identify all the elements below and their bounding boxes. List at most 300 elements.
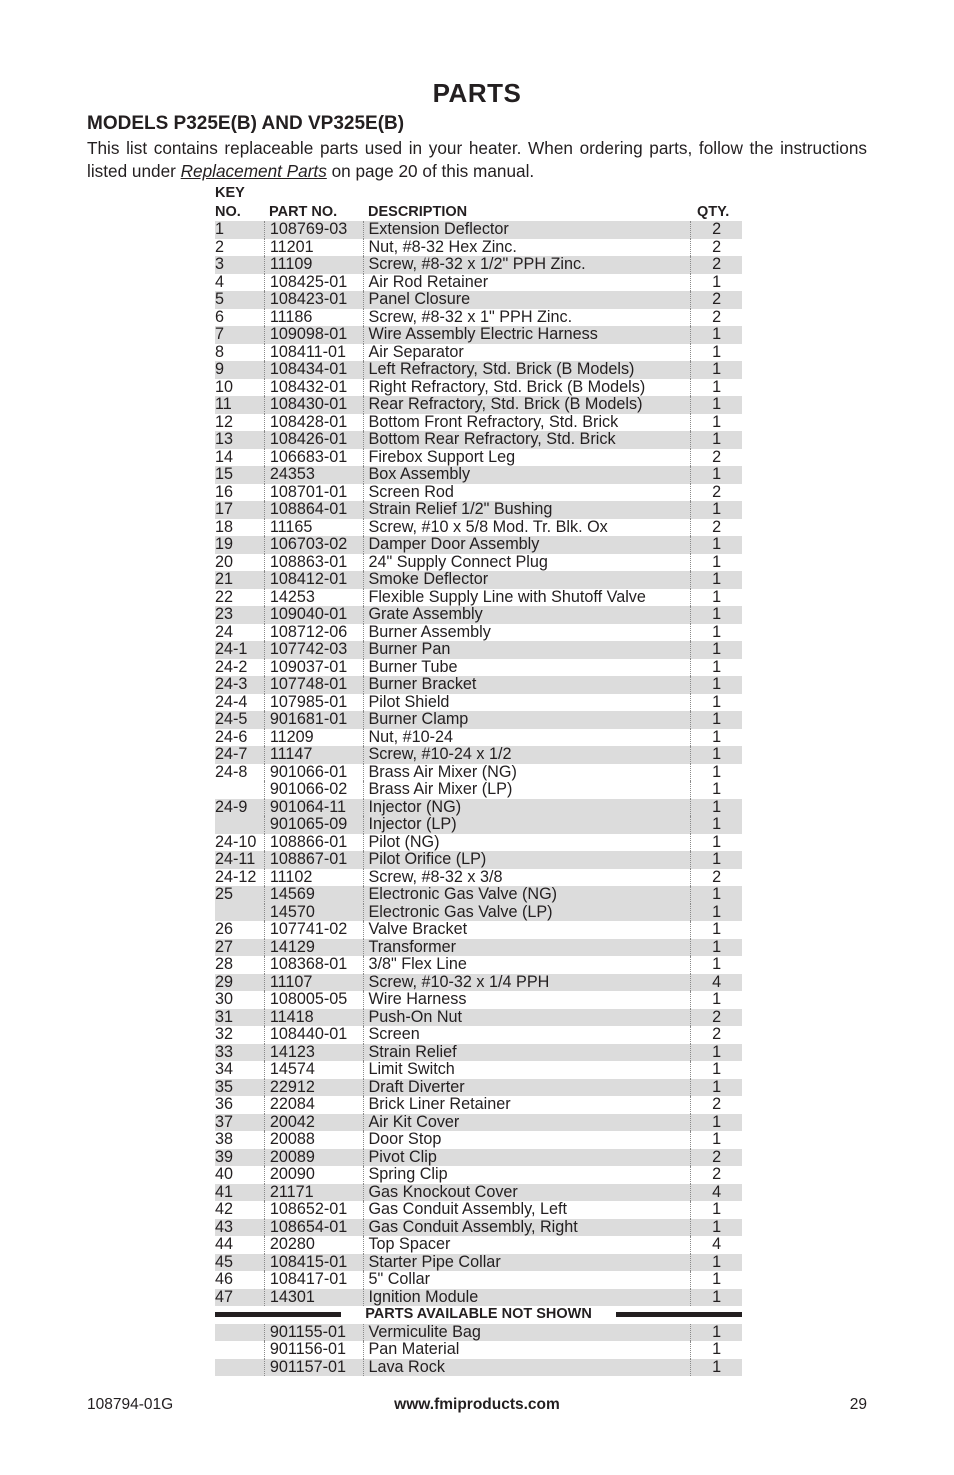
description-cell: Air Kit Cover bbox=[363, 1114, 690, 1132]
header-key-no: NO. bbox=[215, 204, 241, 220]
key-no-cell: 24 bbox=[215, 622, 234, 641]
key-no-cell: 24-6 bbox=[215, 727, 248, 746]
part-no-cell: 14123 bbox=[264, 1044, 364, 1062]
description-cell: Lava Rock bbox=[363, 1359, 690, 1377]
part-no-cell: 14569 bbox=[264, 886, 364, 904]
table-row bbox=[215, 1359, 742, 1377]
key-no-cell: 28 bbox=[215, 955, 234, 973]
models-subtitle: MODELS P325E(B) AND VP325E(B) bbox=[87, 113, 405, 134]
table-row bbox=[215, 449, 742, 467]
description-cell: Right Refractory, Std. Brick (B Models) bbox=[363, 379, 690, 397]
key-no-cell: 16 bbox=[215, 482, 234, 501]
part-no-cell: 901157-01 bbox=[264, 1359, 364, 1377]
table-row bbox=[215, 659, 742, 677]
qty-cell: 4 bbox=[690, 1236, 742, 1254]
intro-text-end: on page 20 of this manual. bbox=[326, 161, 535, 181]
description-cell: Electronic Gas Valve (LP) bbox=[363, 904, 690, 922]
description-cell: Gas Conduit Assembly, Right bbox=[363, 1219, 690, 1237]
part-no-cell: 106703-02 bbox=[264, 536, 364, 554]
table-row bbox=[215, 781, 742, 799]
table-row bbox=[215, 729, 742, 747]
table-row bbox=[215, 764, 742, 782]
key-no-cell: 7 bbox=[215, 325, 225, 343]
part-no-cell: 14129 bbox=[264, 939, 364, 957]
page-title: PARTS bbox=[432, 78, 522, 108]
description-cell: Injector (LP) bbox=[363, 816, 690, 834]
table-row bbox=[215, 886, 742, 904]
qty-cell: 1 bbox=[690, 851, 742, 869]
qty-cell: 1 bbox=[690, 991, 742, 1009]
replacement-parts-reference: Replacement Parts bbox=[180, 161, 327, 181]
qty-cell: 1 bbox=[690, 1289, 742, 1307]
key-no-cell: 24-9 bbox=[215, 797, 248, 816]
key-no-cell: 40 bbox=[215, 1165, 234, 1183]
description-cell: Brass Air Mixer (LP) bbox=[363, 781, 690, 799]
key-no-cell: 34 bbox=[215, 1060, 234, 1078]
key-no-cell: 38 bbox=[215, 1130, 234, 1148]
table-row bbox=[215, 904, 742, 922]
part-no-cell: 108712-06 bbox=[264, 624, 364, 642]
part-no-cell: 106683-01 bbox=[264, 449, 364, 467]
qty-cell: 1 bbox=[690, 414, 742, 432]
table-row bbox=[215, 466, 742, 484]
key-no-cell: 29 bbox=[215, 972, 234, 991]
qty-cell: 1 bbox=[690, 956, 742, 974]
key-no-cell bbox=[215, 1359, 264, 1377]
qty-cell: 1 bbox=[690, 1341, 742, 1359]
description-cell: Screw, #8-32 x 1" PPH Zinc. bbox=[363, 309, 690, 327]
description-cell: Nut, #8-32 Hex Zinc. bbox=[363, 239, 690, 257]
description-cell: Electronic Gas Valve (NG) bbox=[363, 886, 690, 904]
part-no-cell: 20088 bbox=[264, 1131, 364, 1149]
table-row bbox=[215, 991, 742, 1009]
table-row bbox=[215, 1044, 742, 1062]
table-row bbox=[215, 1166, 742, 1184]
description-cell: Transformer bbox=[363, 939, 690, 957]
table-row bbox=[215, 484, 742, 502]
description-cell: Screw, #8-32 x 1/2" PPH Zinc. bbox=[363, 256, 690, 274]
description-cell: Valve Bracket bbox=[363, 921, 690, 939]
description-cell: Smoke Deflector bbox=[363, 571, 690, 589]
part-no-cell: 20089 bbox=[264, 1149, 364, 1167]
description-cell: Screw, #8-32 x 3/8 bbox=[363, 869, 690, 887]
intro-text: This list contains replaceable parts used in your heater. When ordering parts, follow the instructions listed under bbox=[87, 138, 867, 181]
part-no-cell: 11147 bbox=[264, 746, 364, 764]
part-no-cell: 107748-01 bbox=[264, 676, 364, 694]
table-row bbox=[215, 291, 742, 309]
header-description: DESCRIPTION bbox=[368, 204, 468, 220]
key-no-cell: 2 bbox=[215, 237, 225, 256]
qty-cell: 1 bbox=[690, 624, 742, 642]
table-row bbox=[215, 694, 742, 712]
part-no-cell: 109037-01 bbox=[264, 659, 364, 677]
header-qty: QTY. bbox=[697, 204, 730, 220]
part-no-cell: 11201 bbox=[264, 239, 364, 257]
part-no-cell: 108701-01 bbox=[264, 484, 364, 502]
table-row bbox=[215, 221, 742, 239]
qty-cell: 2 bbox=[690, 1009, 742, 1027]
table-row bbox=[215, 256, 742, 274]
key-no-cell: 11 bbox=[215, 395, 232, 413]
table-row bbox=[215, 379, 742, 397]
table-row bbox=[215, 1254, 742, 1272]
parts-table bbox=[215, 183, 742, 1376]
table-row bbox=[215, 1026, 742, 1044]
qty-cell: 1 bbox=[690, 344, 742, 362]
description-cell: Screw, #10 x 5/8 Mod. Tr. Blk. Ox bbox=[363, 519, 690, 537]
key-no-cell: 30 bbox=[215, 990, 234, 1008]
key-no-cell: 5 bbox=[215, 290, 225, 308]
key-no-cell: 1 bbox=[215, 220, 225, 238]
key-no-cell: 17 bbox=[215, 500, 234, 518]
part-no-cell: 108430-01 bbox=[264, 396, 364, 414]
qty-cell: 1 bbox=[690, 589, 742, 607]
key-no-cell: 39 bbox=[215, 1147, 234, 1166]
part-no-cell: 108415-01 bbox=[264, 1254, 364, 1272]
not-shown-label-text: PARTS AVAILABLE NOT SHOWN bbox=[361, 1306, 596, 1322]
key-no-cell: 24-5 bbox=[215, 710, 248, 728]
part-no-cell: 108411-01 bbox=[264, 344, 364, 362]
description-cell: 24" Supply Connect Plug bbox=[363, 554, 690, 572]
key-no-cell: 31 bbox=[215, 1007, 234, 1026]
table-row bbox=[215, 344, 742, 362]
description-cell: Starter Pipe Collar bbox=[363, 1254, 690, 1272]
description-cell: Push-On Nut bbox=[363, 1009, 690, 1027]
qty-cell: 1 bbox=[690, 1131, 742, 1149]
header-key-top: KEY bbox=[215, 185, 245, 201]
qty-cell: 2 bbox=[690, 484, 742, 502]
key-no-cell: 6 bbox=[215, 307, 225, 326]
key-no-cell: 24-11 bbox=[215, 850, 256, 868]
table-row bbox=[215, 571, 742, 589]
key-no-cell: 33 bbox=[215, 1042, 234, 1061]
key-no-cell: 44 bbox=[215, 1235, 234, 1253]
table-row bbox=[215, 1009, 742, 1027]
table-row bbox=[215, 939, 742, 957]
table-row bbox=[215, 816, 742, 834]
qty-cell: 4 bbox=[690, 974, 742, 992]
qty-cell: 1 bbox=[690, 1114, 742, 1132]
part-no-cell: 14574 bbox=[264, 1061, 364, 1079]
description-cell: Pivot Clip bbox=[363, 1149, 690, 1167]
key-no-cell: 15 bbox=[215, 465, 234, 483]
qty-cell: 2 bbox=[690, 221, 742, 239]
document-number: 108794-01G bbox=[87, 1396, 174, 1413]
key-no-cell: 19 bbox=[215, 535, 234, 553]
page-number: 29 bbox=[849, 1396, 867, 1413]
table-row bbox=[215, 641, 742, 659]
table-row bbox=[215, 746, 742, 764]
qty-cell: 1 bbox=[690, 326, 742, 344]
key-no-cell: 25 bbox=[215, 885, 234, 903]
part-no-cell: 108423-01 bbox=[264, 291, 364, 309]
qty-cell: 1 bbox=[690, 1324, 742, 1342]
qty-cell: 1 bbox=[690, 1219, 742, 1237]
part-no-cell: 11102 bbox=[264, 869, 364, 887]
part-no-cell: 22084 bbox=[264, 1096, 364, 1114]
table-row bbox=[215, 1149, 742, 1167]
part-no-cell: 901065-09 bbox=[264, 816, 364, 834]
qty-cell: 1 bbox=[690, 536, 742, 554]
part-no-cell: 108434-01 bbox=[264, 361, 364, 379]
part-no-cell: 11186 bbox=[264, 309, 364, 327]
table-row bbox=[215, 921, 742, 939]
part-no-cell: 108425-01 bbox=[264, 274, 364, 292]
key-no-cell bbox=[215, 1324, 264, 1342]
parts-rows bbox=[215, 221, 742, 1306]
qty-cell: 1 bbox=[690, 1044, 742, 1062]
part-no-cell: 108864-01 bbox=[264, 501, 364, 519]
table-row bbox=[215, 309, 742, 327]
part-no-cell: 901156-01 bbox=[264, 1341, 364, 1359]
key-no-cell: 45 bbox=[215, 1252, 234, 1271]
part-no-cell: 22912 bbox=[264, 1079, 364, 1097]
part-no-cell: 108652-01 bbox=[264, 1201, 364, 1219]
not-shown-label bbox=[215, 1306, 742, 1324]
key-no-cell: 18 bbox=[215, 517, 234, 536]
table-row bbox=[215, 974, 742, 992]
table-row bbox=[215, 869, 742, 887]
qty-cell: 1 bbox=[690, 274, 742, 292]
key-no-cell: 9 bbox=[215, 360, 225, 378]
qty-cell: 1 bbox=[690, 1079, 742, 1097]
not-shown-rows bbox=[215, 1324, 742, 1377]
description-cell: Vermiculite Bag bbox=[363, 1324, 690, 1342]
part-no-cell: 20042 bbox=[264, 1114, 364, 1132]
key-no-cell: 35 bbox=[215, 1077, 234, 1096]
description-cell: Pilot Shield bbox=[363, 694, 690, 712]
key-no-cell: 36 bbox=[215, 1095, 234, 1113]
table-row bbox=[215, 624, 742, 642]
part-no-cell: 108426-01 bbox=[264, 431, 364, 449]
part-no-cell: 11107 bbox=[264, 974, 364, 992]
table-row bbox=[215, 1219, 742, 1237]
table-row bbox=[215, 396, 742, 414]
key-no-cell: 46 bbox=[215, 1270, 234, 1288]
description-cell: 3/8" Flex Line bbox=[363, 956, 690, 974]
part-no-cell: 109098-01 bbox=[264, 326, 364, 344]
qty-cell: 1 bbox=[690, 904, 742, 922]
part-no-cell: 107741-02 bbox=[264, 921, 364, 939]
part-no-cell: 109040-01 bbox=[264, 606, 364, 624]
description-cell: Injector (NG) bbox=[363, 799, 690, 817]
part-no-cell: 901064-11 bbox=[264, 799, 364, 817]
description-cell: Limit Switch bbox=[363, 1061, 690, 1079]
table-row bbox=[215, 501, 742, 519]
key-no-cell: 20 bbox=[215, 552, 234, 571]
description-cell: Grate Assembly bbox=[363, 606, 690, 624]
key-no-cell bbox=[215, 1341, 264, 1359]
qty-cell: 1 bbox=[690, 1271, 742, 1289]
table-row bbox=[215, 1289, 742, 1307]
qty-cell: 1 bbox=[690, 676, 742, 694]
qty-cell: 1 bbox=[690, 396, 742, 414]
table-header bbox=[215, 183, 742, 221]
table-row bbox=[215, 851, 742, 869]
part-no-cell: 108428-01 bbox=[264, 414, 364, 432]
key-no-cell: 4 bbox=[215, 272, 225, 291]
description-cell: Bottom Rear Refractory, Std. Brick bbox=[363, 431, 690, 449]
table-row bbox=[215, 326, 742, 344]
qty-cell: 1 bbox=[690, 729, 742, 747]
qty-cell: 4 bbox=[690, 1184, 742, 1202]
qty-cell: 1 bbox=[690, 659, 742, 677]
table-row bbox=[215, 274, 742, 292]
key-no-cell: 24-8 bbox=[215, 762, 248, 781]
intro-paragraph bbox=[87, 137, 867, 183]
description-cell: Bottom Front Refractory, Std. Brick bbox=[363, 414, 690, 432]
table-row bbox=[215, 414, 742, 432]
key-no-cell: 22 bbox=[215, 587, 234, 606]
key-no-cell: 23 bbox=[215, 605, 234, 623]
qty-cell: 1 bbox=[690, 694, 742, 712]
description-cell: Box Assembly bbox=[363, 466, 690, 484]
part-no-cell: 11165 bbox=[264, 519, 364, 537]
table-row bbox=[215, 589, 742, 607]
part-no-cell: 14570 bbox=[264, 904, 364, 922]
description-cell: Gas Conduit Assembly, Left bbox=[363, 1201, 690, 1219]
key-no-cell: 24-12 bbox=[215, 867, 257, 886]
table-row bbox=[215, 1201, 742, 1219]
table-row bbox=[215, 834, 742, 852]
table-row bbox=[215, 536, 742, 554]
key-no-cell: 24-7 bbox=[215, 745, 248, 763]
description-cell: Wire Assembly Electric Harness bbox=[363, 326, 690, 344]
qty-cell: 2 bbox=[690, 1166, 742, 1184]
description-cell: Burner Assembly bbox=[363, 624, 690, 642]
description-cell: Burner Tube bbox=[363, 659, 690, 677]
table-row bbox=[215, 361, 742, 379]
part-no-cell: 24353 bbox=[264, 466, 364, 484]
description-cell: Ignition Module bbox=[363, 1289, 690, 1307]
key-no-cell: 24-3 bbox=[215, 675, 248, 693]
key-no-cell: 26 bbox=[215, 920, 234, 938]
website-link[interactable]: www.fmiproducts.com bbox=[394, 1396, 560, 1413]
table-row bbox=[215, 1184, 742, 1202]
key-no-cell: 10 bbox=[215, 377, 234, 396]
part-no-cell: 108368-01 bbox=[264, 956, 364, 974]
description-cell: Screen Rod bbox=[363, 484, 690, 502]
description-cell: Strain Relief bbox=[363, 1044, 690, 1062]
part-no-cell: 108432-01 bbox=[264, 379, 364, 397]
part-no-cell: 108417-01 bbox=[264, 1271, 364, 1289]
part-no-cell: 107985-01 bbox=[264, 694, 364, 712]
key-no-cell: 21 bbox=[215, 570, 234, 588]
part-no-cell: 108769-03 bbox=[264, 221, 364, 239]
description-cell: Firebox Support Leg bbox=[363, 449, 690, 467]
key-no-cell bbox=[215, 816, 264, 834]
table-row bbox=[215, 239, 742, 257]
description-cell: Panel Closure bbox=[363, 291, 690, 309]
description-cell: Draft Diverter bbox=[363, 1079, 690, 1097]
qty-cell: 1 bbox=[690, 921, 742, 939]
key-no-cell: 24-10 bbox=[215, 832, 257, 851]
qty-cell: 1 bbox=[690, 834, 742, 852]
qty-cell: 1 bbox=[690, 939, 742, 957]
description-cell: Door Stop bbox=[363, 1131, 690, 1149]
qty-cell: 1 bbox=[690, 501, 742, 519]
part-no-cell: 11209 bbox=[264, 729, 364, 747]
qty-cell: 1 bbox=[690, 1359, 742, 1377]
description-cell: Flexible Supply Line with Shutoff Valve bbox=[363, 589, 690, 607]
qty-cell: 2 bbox=[690, 519, 742, 537]
description-cell: Burner Bracket bbox=[363, 676, 690, 694]
description-cell: Wire Harness bbox=[363, 991, 690, 1009]
key-no-cell: 32 bbox=[215, 1025, 234, 1043]
part-no-cell: 108440-01 bbox=[264, 1026, 364, 1044]
qty-cell: 1 bbox=[690, 886, 742, 904]
qty-cell: 2 bbox=[690, 1096, 742, 1114]
key-no-cell: 8 bbox=[215, 342, 225, 361]
table-row bbox=[215, 431, 742, 449]
part-no-cell: 901066-01 bbox=[264, 764, 364, 782]
qty-cell: 1 bbox=[690, 431, 742, 449]
part-no-cell: 11109 bbox=[264, 256, 364, 274]
key-no-cell: 27 bbox=[215, 937, 234, 956]
table-row bbox=[215, 1341, 742, 1359]
key-no-cell: 47 bbox=[215, 1287, 234, 1306]
qty-cell: 1 bbox=[690, 1201, 742, 1219]
key-no-cell bbox=[215, 781, 264, 799]
part-no-cell: 11418 bbox=[264, 1009, 364, 1027]
part-no-cell: 108005-05 bbox=[264, 991, 364, 1009]
qty-cell: 1 bbox=[690, 606, 742, 624]
description-cell: Pan Material bbox=[363, 1341, 690, 1359]
table-row bbox=[215, 1131, 742, 1149]
qty-cell: 1 bbox=[690, 1061, 742, 1079]
key-no-cell: 43 bbox=[215, 1217, 234, 1236]
part-no-cell: 108867-01 bbox=[264, 851, 364, 869]
table-row bbox=[215, 676, 742, 694]
key-no-cell: 24-4 bbox=[215, 692, 248, 711]
qty-cell: 1 bbox=[690, 799, 742, 817]
header-part-no: PART NO. bbox=[269, 204, 338, 220]
key-no-cell bbox=[215, 904, 264, 922]
description-cell: Extension Deflector bbox=[363, 221, 690, 239]
description-cell: Pilot Orifice (LP) bbox=[363, 851, 690, 869]
description-cell: Screw, #10-32 x 1/4 PPH bbox=[363, 974, 690, 992]
table-row bbox=[215, 519, 742, 537]
part-no-cell: 14301 bbox=[264, 1289, 364, 1307]
description-cell: Damper Door Assembly bbox=[363, 536, 690, 554]
part-no-cell: 108654-01 bbox=[264, 1219, 364, 1237]
part-no-cell: 21171 bbox=[264, 1184, 364, 1202]
description-cell: Spring Clip bbox=[363, 1166, 690, 1184]
description-cell: Screw, #10-24 x 1/2 bbox=[363, 746, 690, 764]
qty-cell: 1 bbox=[690, 816, 742, 834]
qty-cell: 1 bbox=[690, 1254, 742, 1272]
description-cell: Nut, #10-24 bbox=[363, 729, 690, 747]
qty-cell: 1 bbox=[690, 746, 742, 764]
key-no-cell: 12 bbox=[215, 412, 234, 431]
qty-cell: 2 bbox=[690, 239, 742, 257]
table-row bbox=[215, 606, 742, 624]
table-row bbox=[215, 1114, 742, 1132]
key-no-cell: 14 bbox=[215, 447, 234, 466]
part-no-cell: 107742-03 bbox=[264, 641, 364, 659]
qty-cell: 2 bbox=[690, 309, 742, 327]
qty-cell: 1 bbox=[690, 361, 742, 379]
qty-cell: 2 bbox=[690, 291, 742, 309]
description-cell: Pilot (NG) bbox=[363, 834, 690, 852]
description-cell: 5" Collar bbox=[363, 1271, 690, 1289]
table-row bbox=[215, 1061, 742, 1079]
qty-cell: 2 bbox=[690, 869, 742, 887]
table-row bbox=[215, 1096, 742, 1114]
key-no-cell: 13 bbox=[215, 430, 234, 448]
qty-cell: 1 bbox=[690, 379, 742, 397]
part-no-cell: 14253 bbox=[264, 589, 364, 607]
